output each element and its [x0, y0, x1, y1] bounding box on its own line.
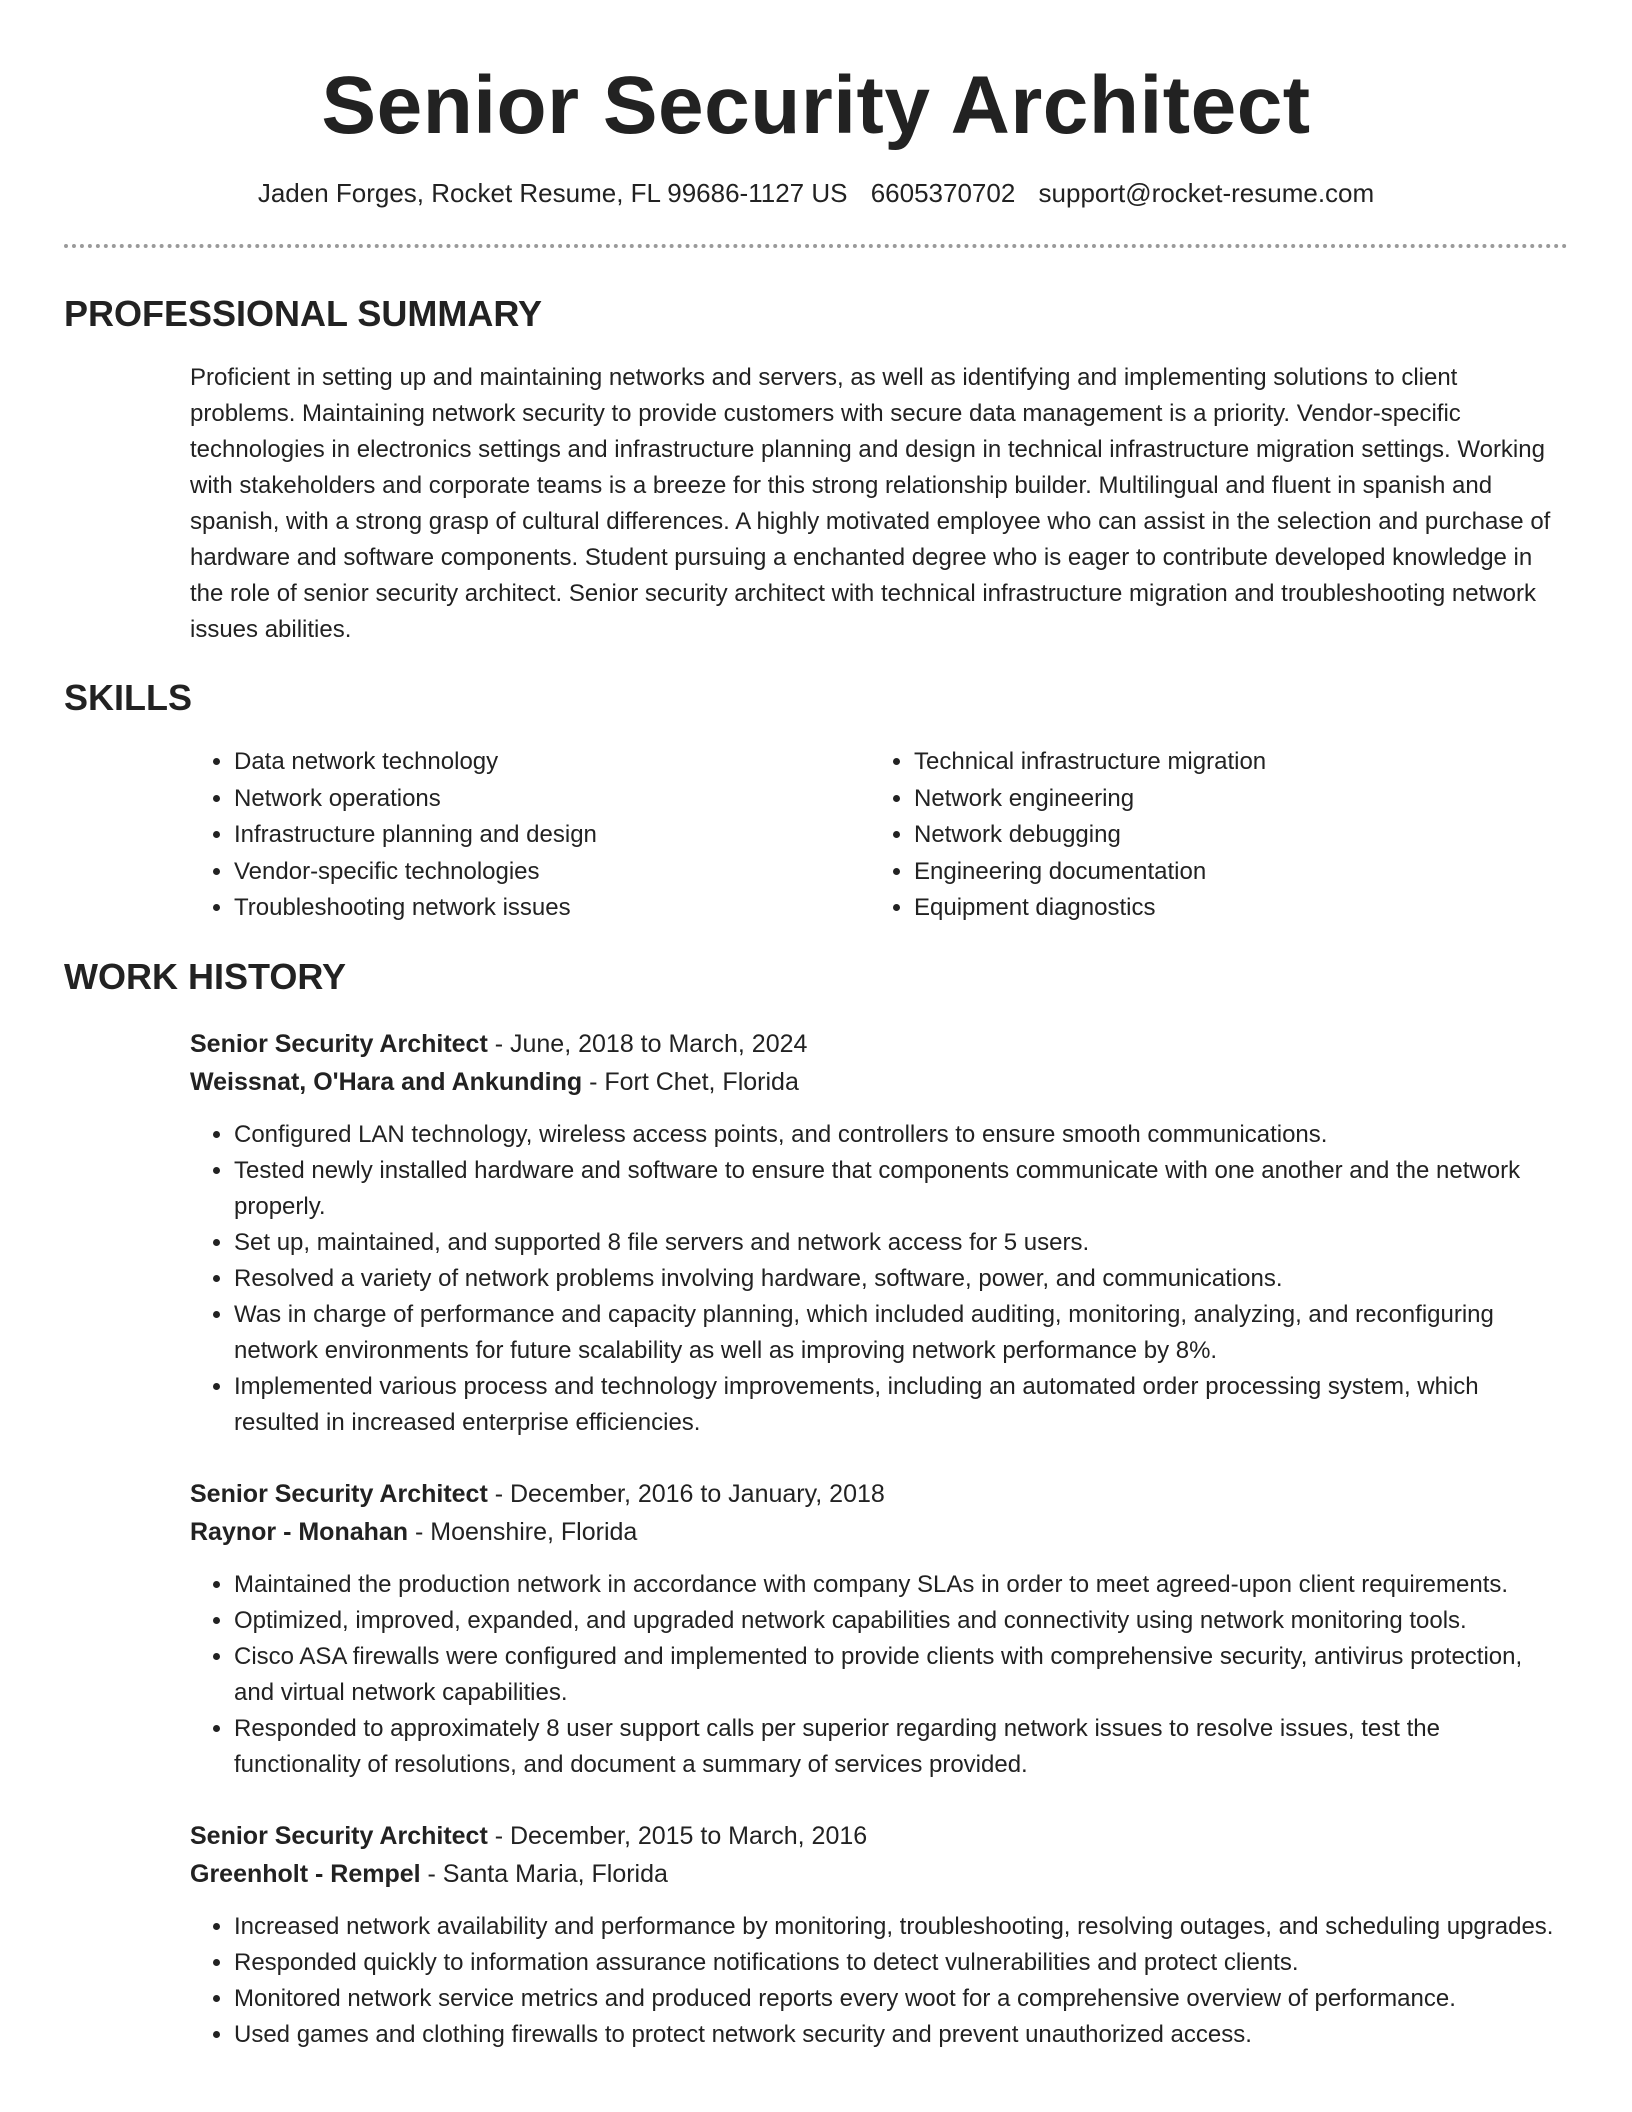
job-location: - Moenshire, Florida	[408, 1517, 638, 1546]
job-role: Senior Security Architect	[190, 1029, 488, 1058]
job-bullet: • Set up, maintained, and supported 8 file servers and network access for 5 users.	[234, 1225, 1568, 1261]
job-location: - Fort Chet, Florida	[582, 1067, 799, 1096]
job-role-line	[190, 1025, 1568, 1063]
job-bullet: • Configured LAN technology, wireless access points, and controllers to ensure smooth communications.	[234, 1117, 1568, 1153]
job-role: Senior Security Architect	[190, 1821, 488, 1850]
job-entry	[190, 1025, 1568, 1441]
skill-item: • Vendor-specific technologies	[234, 854, 870, 891]
skills-section	[64, 676, 1568, 927]
job-company: Greenholt - Rempel	[190, 1859, 421, 1888]
skill-item: • Data network technology	[234, 744, 870, 781]
header-divider	[64, 244, 1568, 248]
resume-page	[64, 0, 1568, 2053]
contact-phone: 6605370702	[870, 178, 1016, 208]
job-role-line	[190, 1475, 1568, 1513]
job-bullets	[190, 1117, 1568, 1441]
job-bullet: • Optimized, improved, expanded, and upgraded network capabilities and connectivity using network monitoring tools.	[234, 1603, 1568, 1639]
job-bullet: • Increased network availability and performance by monitoring, troubleshooting, resolving outages, and scheduling upgrades.	[234, 1909, 1568, 1945]
skills-column-left	[190, 744, 870, 927]
job-dates: - December, 2015 to March, 2016	[487, 1821, 868, 1850]
skill-item: • Engineering documentation	[914, 854, 1514, 891]
contact-address: Jaden Forges, Rocket Resume, FL 99686-1127 US	[257, 178, 848, 208]
job-location: - Santa Maria, Florida	[420, 1859, 668, 1888]
summary-section	[64, 292, 1568, 648]
skill-item: • Network operations	[234, 781, 870, 818]
job-company-line	[190, 1513, 1568, 1551]
job-bullet: • Resolved a variety of network problems involving hardware, software, power, and communications.	[234, 1261, 1568, 1297]
job-bullet: • Monitored network service metrics and produced reports every woot for a comprehensive overview of performance.	[234, 1981, 1568, 2017]
job-dates: - June, 2018 to March, 2024	[487, 1029, 808, 1058]
job-bullet: • Was in charge of performance and capacity planning, which included auditing, monitoring, analyzing, and reconfiguring network environments for future scalability as well as improving network performance by 8%.	[234, 1297, 1568, 1369]
resume-title: Senior Security Architect	[321, 60, 1311, 151]
job-company: Raynor - Monahan	[190, 1517, 409, 1546]
skill-item: • Troubleshooting network issues	[234, 890, 870, 927]
job-bullet: • Responded quickly to information assurance notifications to detect vulnerabilities and protect clients.	[234, 1945, 1568, 1981]
job-company-line	[190, 1855, 1568, 1893]
job-bullet: • Maintained the production network in accordance with company SLAs in order to meet agreed-upon client requirements.	[234, 1567, 1568, 1603]
job-bullet: • Used games and clothing firewalls to protect network security and prevent unauthorized access.	[234, 2017, 1568, 2053]
job-entry	[190, 1475, 1568, 1783]
job-role-line	[190, 1817, 1568, 1855]
job-bullet: • Responded to approximately 8 user support calls per superior regarding network issues to resolve issues, test the functionality of resolutions, and document a summary of services provided.	[234, 1711, 1568, 1783]
summary-heading: PROFESSIONAL SUMMARY	[64, 293, 543, 334]
job-dates: - December, 2016 to January, 2018	[487, 1479, 885, 1508]
contact-line	[64, 176, 1568, 210]
skill-item: • Network debugging	[914, 817, 1514, 854]
job-bullets	[190, 1567, 1568, 1783]
job-bullet: • Tested newly installed hardware and software to ensure that components communicate with one another and the network properly.	[234, 1153, 1568, 1225]
job-bullet: • Implemented various process and technology improvements, including an automated order processing system, which resulted in increased enterprise efficiencies.	[234, 1369, 1568, 1441]
job-company-line	[190, 1063, 1568, 1101]
contact-email: support@rocket-resume.com	[1038, 178, 1375, 208]
skills-heading: SKILLS	[64, 677, 193, 718]
work-history-heading: WORK HISTORY	[64, 955, 347, 997]
job-entry	[190, 1817, 1568, 2053]
skills-grid	[190, 744, 1568, 927]
skill-item: • Technical infrastructure migration	[914, 744, 1514, 781]
skills-column-right	[870, 744, 1514, 927]
skill-item: • Infrastructure planning and design	[234, 817, 870, 854]
job-company: Weissnat, O'Hara and Ankunding	[190, 1067, 583, 1096]
skill-item: • Equipment diagnostics	[914, 890, 1514, 927]
summary-text: Proficient in setting up and maintaining networks and servers, as well as identifying and implementing solutions to client problems. Maintaining network security to provide customers with secure data management is a priority. Vendor-specific technologies in electronics settings and infrastructure planning and design in technical infrastructure migration settings. Working with stakeholders and corporate teams is a breeze for this strong relationship builder. Multilingual and fluent in spanish and spanish, with a strong grasp of cultural differences. A highly motivated employee who can assist in the selection and purchase of hardware and software components. Student pursuing a enchanted degree who is eager to contribute developed knowledge in the role of senior security architect. Senior security architect with technical infrastructure migration and troubleshooting network issues abilities.	[190, 364, 1551, 643]
job-bullets	[190, 1909, 1568, 2053]
job-role: Senior Security Architect	[190, 1479, 488, 1508]
job-bullet: • Cisco ASA firewalls were configured and implemented to provide clients with comprehensive security, antivirus protection, and virtual network capabilities.	[234, 1639, 1568, 1711]
skill-item: • Network engineering	[914, 781, 1514, 818]
work-history-section	[64, 955, 1568, 2053]
